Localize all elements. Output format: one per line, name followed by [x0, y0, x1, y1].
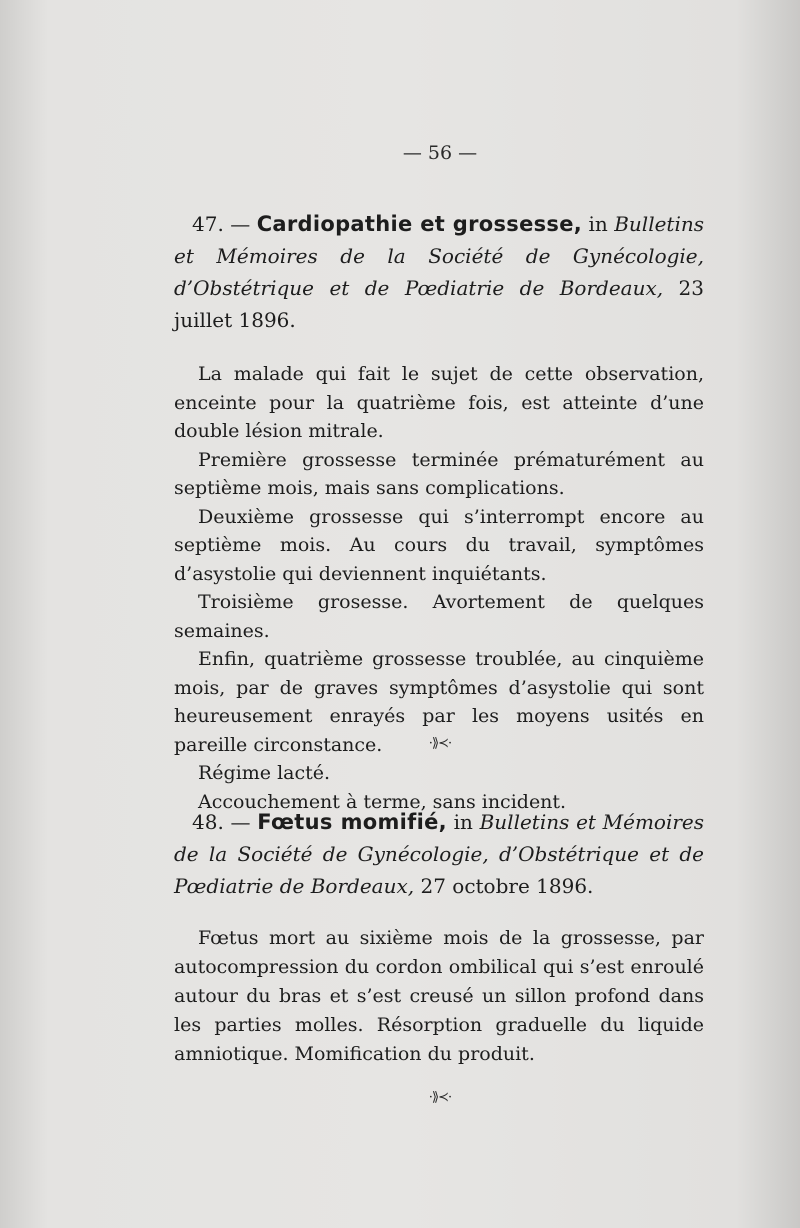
paragraph: Enfin, quatrième grossesse troublée, au cinquième mois, par de graves symptômes d’asystolie qui sont heureusement enrayés par les moyens usités en pareille circonstance.	[174, 648, 704, 756]
entry-number: 48. —	[192, 810, 258, 834]
entry-in: in	[446, 810, 480, 834]
entry-48	[174, 806, 704, 1069]
paragraph: Deuxième grossesse qui s’interrompt encore au septième mois. Au cours du travail, symptômes d’asystolie qui deviennent inquiétants.	[174, 505, 704, 585]
entry-in: in	[582, 212, 615, 236]
paragraph: Troisième grosesse. Avortement de quelques semaines.	[174, 591, 704, 642]
section-ornament: ·⟫≺·	[428, 736, 452, 751]
paragraph: Fœtus mort au sixième mois de la grossesse, par autocompression du cordon ombilical qui s’est enroulé autour du bras et s’est creusé un sillon profond dans les parties molles. Résorption graduelle du liquide amniotique. Momification du produit.	[174, 927, 704, 1065]
entry-reference	[174, 208, 704, 336]
paragraph: Première grossesse terminée prématurément au septième mois, mais sans complications.	[174, 448, 704, 499]
entry-title: Cardiopathie et grossesse,	[256, 212, 583, 236]
entry-reference	[174, 806, 704, 902]
paragraph: Régime lacté.	[198, 762, 331, 784]
entry-journal: Bulletins et Mémoires de la Société de Gynécologie, d’Obstétrique et de Pœdiatrie de Bordeaux,	[174, 212, 705, 300]
page-number: — 56 —	[402, 142, 478, 164]
entry-date: 27 octobre 1896.	[414, 874, 594, 898]
entry-number: 47. —	[192, 212, 257, 236]
paragraph: Accouchement à terme, sans incident.	[198, 790, 567, 813]
entry-journal: Bulletins et Mémoires de la Société de Gynécologie, d’Obstétrique et de Pœdiatrie de Bordeaux,	[174, 810, 704, 898]
section-ornament: ·⟫≺·	[428, 1090, 452, 1105]
entry-title: Fœtus momifié,	[257, 810, 447, 834]
paragraph: La malade qui fait le sujet de cette observation, enceinte pour la quatrième fois, est atteinte d’une double lésion mitrale.	[174, 363, 704, 442]
entry-body	[174, 924, 704, 1069]
entry-date: 23 juillet 1896.	[174, 276, 704, 332]
entry-47	[174, 208, 704, 816]
